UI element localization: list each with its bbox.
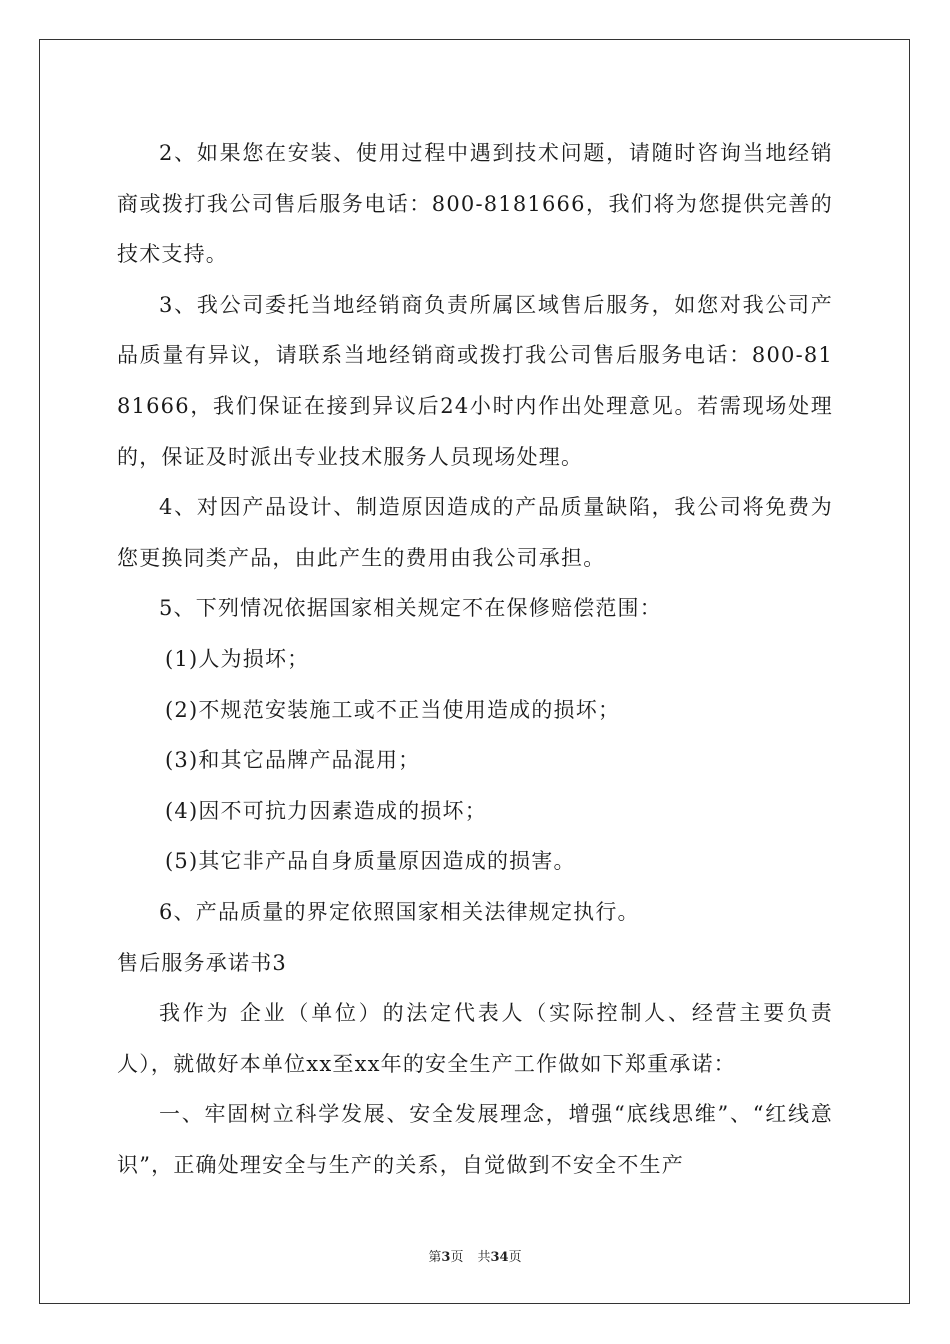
paragraph-item-3: 3、我公司委托当地经销商负责所属区域售后服务，如您对我公司产品质量有异议，请联系当地经销商或拨打我公司售后服务电话：800-8181666，我们保证在接到异议后24小时内作出处理意见。若需现场处理的，保证及时派出专业技术服务人员现场处理。 (117, 292, 833, 469)
list-item: (4)因不可抗力因素造成的损坏； (165, 798, 487, 823)
document-body (117, 128, 833, 1190)
list-item: (5)其它非产品自身质量原因造成的损害。 (165, 849, 576, 874)
page-prefix: 第 (428, 1250, 442, 1265)
total-pages: 34 (490, 1250, 509, 1265)
paragraph-commitment-1: 一、牢固树立科学发展、安全发展理念，增强“底线思维”、“红线意识”，正确处理安全与生产的关系，自觉做到不安全不生产 (117, 1102, 833, 1177)
section-heading: 售后服务承诺书3 (117, 950, 287, 975)
paragraph-item-2: 2、如果您在安装、使用过程中遇到技术问题，请随时咨询当地经销商或拨打我公司售后服务电话：800-8181666，我们将为您提供完善的技术支持。 (117, 141, 833, 267)
total-suffix: 页 (508, 1250, 522, 1265)
paragraph-commitment-intro: 我作为 企业（单位）的法定代表人（实际控制人、经营主要负责人），就做好本单位xx至xx年的安全生产工作做如下郑重承诺： (117, 1001, 833, 1076)
paragraph-item-5: 5、下列情况依据国家相关规定不在保修赔偿范围： (159, 596, 662, 621)
paragraph-item-4: 4、对因产品设计、制造原因造成的产品质量缺陷，我公司将免费为您更换同类产品，由此产生的费用由我公司承担。 (117, 495, 833, 570)
page-number: 3 (441, 1250, 451, 1265)
paragraph-item-6: 6、产品质量的界定依照国家相关法律规定执行。 (159, 899, 640, 924)
total-prefix: 共 (477, 1250, 491, 1265)
page-suffix: 页 (450, 1250, 464, 1265)
list-item: (1)人为损坏； (165, 646, 310, 671)
list-item: (3)和其它品牌产品混用； (165, 748, 421, 773)
page-footer (0, 1246, 950, 1265)
list-item: (2)不规范安装施工或不正当使用造成的损坏； (165, 697, 621, 722)
